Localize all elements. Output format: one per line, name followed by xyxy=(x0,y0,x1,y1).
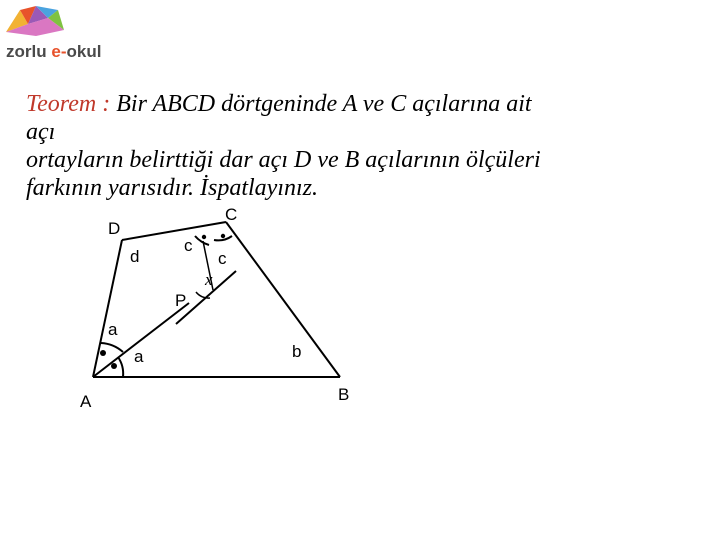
logo-separator: - xyxy=(60,42,67,61)
side-ad xyxy=(93,240,122,377)
theorem-lead: Teorem : xyxy=(26,91,111,117)
label-vertex-c: C xyxy=(225,205,238,224)
side-dc xyxy=(122,222,226,240)
theorem-line-3: ortayların belirttiği dar açı D ve B açılarının ölçüleri xyxy=(26,147,541,173)
logo-sub-e: e xyxy=(51,42,61,61)
logo-brand: zorlu xyxy=(6,42,47,61)
label-vertex-d: D xyxy=(108,219,121,238)
label-vertex-b: B xyxy=(338,385,350,404)
label-angle-d: d xyxy=(130,247,140,266)
label-angle-c1: c xyxy=(184,236,193,255)
theorem-line-2: açı xyxy=(26,119,56,145)
dot-c-right xyxy=(221,234,225,238)
theorem-line-4: farkının yarısıdır. İspatlayınız. xyxy=(26,175,319,201)
side-cb xyxy=(226,222,340,377)
label-angle-b: b xyxy=(292,342,302,361)
label-point-p: P xyxy=(175,291,187,310)
label-vertex-a: A xyxy=(80,392,92,411)
logo-sub-okul: okul xyxy=(66,42,102,61)
label-angle-a2: a xyxy=(134,347,144,366)
dot-c-left xyxy=(202,235,206,239)
theorem-line-1-rest: Bir ABCD dörtgeninde A ve C açılarına ait xyxy=(110,91,532,117)
arc-a-lower xyxy=(118,357,123,377)
label-angle-a1: a xyxy=(108,320,118,339)
dot-a-upper xyxy=(100,350,106,356)
label-angle-c2: c xyxy=(218,249,227,268)
dot-a-lower xyxy=(111,363,117,369)
label-angle-x: x xyxy=(205,270,213,289)
